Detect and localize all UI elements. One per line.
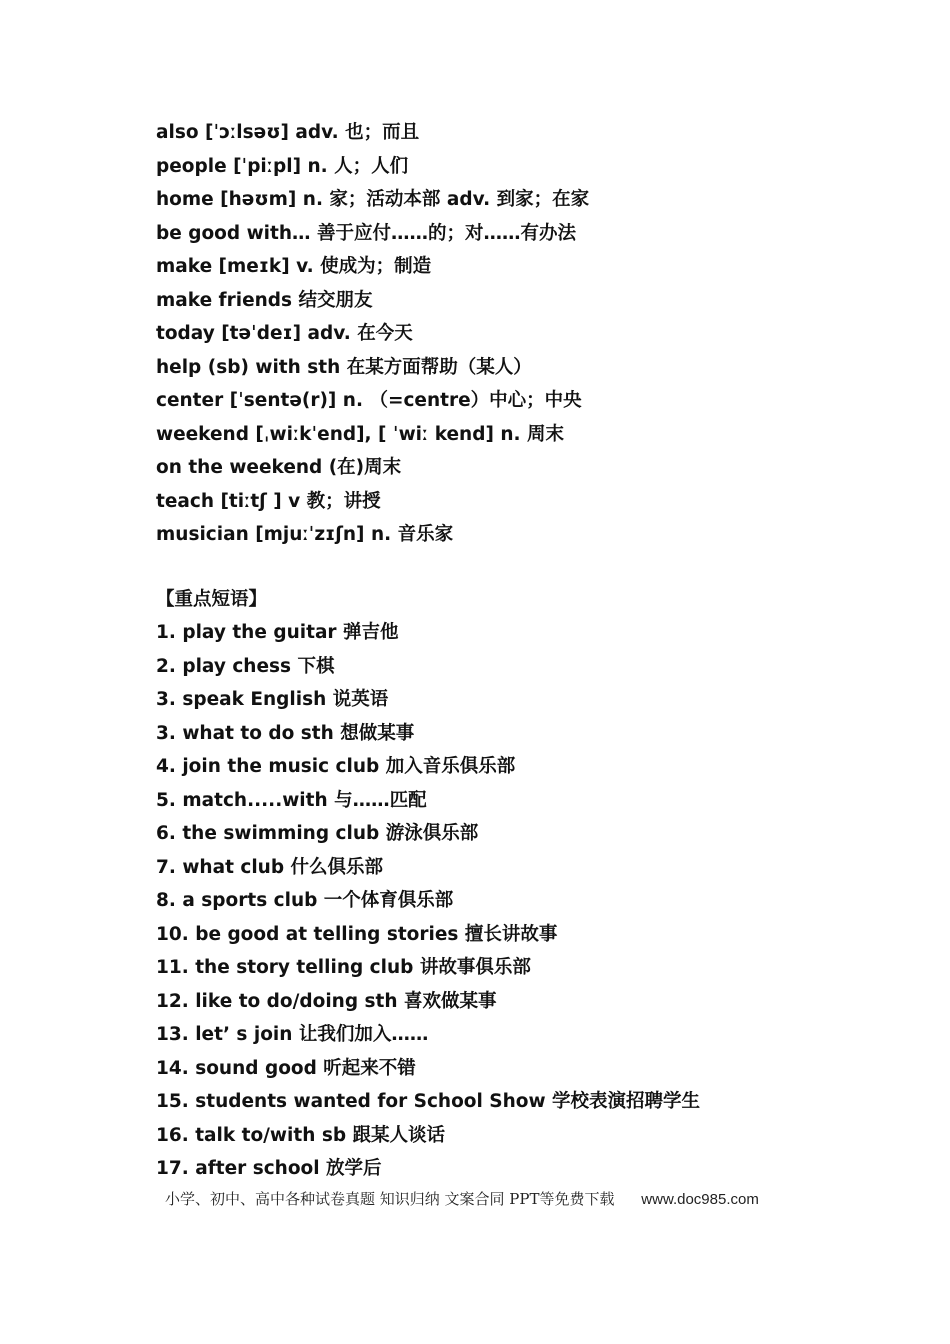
phrase-line: 1. play the guitar 弹吉他: [156, 622, 399, 643]
vocab-line: musician [mjuːˈzɪʃn] n. 音乐家: [156, 524, 454, 545]
phrase-line: 3. speak English 说英语: [156, 689, 389, 710]
vocab-line: help (sb) with sth 在某方面帮助（某人）: [156, 356, 532, 378]
page-footer: [165, 1188, 865, 1209]
phrase-line: 16. talk to/with sb 跟某人谈话: [156, 1124, 446, 1146]
phrase-line: 8. a sports club 一个体育俱乐部: [156, 890, 454, 911]
page-content: [156, 116, 876, 1186]
vocab-line: be good with… 善于应付……的；对……有办法: [156, 222, 576, 244]
vocab-line: people [ˈpiːpl] n. 人；人们: [156, 155, 409, 177]
phrase-line: 2. play chess 下棋: [156, 655, 335, 677]
phrase-line: 14. sound good 听起来不错: [156, 1057, 416, 1079]
phrase-line: 4. join the music club 加入音乐俱乐部: [156, 756, 516, 777]
vocab-line: today [təˈdeɪ] adv. 在今天: [156, 323, 413, 344]
vocab-line: on the weekend (在)周末: [156, 457, 402, 478]
vocab-line: center [ˈsentə(r)] n. （=centre）中心；中央: [156, 390, 582, 411]
phrase-line: 5. match.....with 与……匹配: [156, 789, 427, 811]
footer-text: 小学、初中、高中各种试卷真题 知识归纳 文案合同 PPT等免费下载: [165, 1190, 615, 1208]
phrases-heading: 【重点短语】: [156, 588, 268, 610]
section-spacer: [156, 552, 876, 583]
phrase-line: 3. what to do sth 想做某事: [156, 722, 415, 744]
phrase-line: 13. let’ s join 让我们加入……: [156, 1024, 429, 1045]
vocab-line: home [həʊm] n. 家；活动本部 adv. 到家；在家: [156, 189, 590, 210]
footer-url[interactable]: www.doc985.com: [641, 1191, 759, 1208]
vocab-line: teach [tiːtʃ ] v 教；讲授: [156, 490, 381, 512]
vocabulary-list: [156, 116, 876, 552]
phrase-line: 12. like to do/doing sth 喜欢做某事: [156, 990, 497, 1012]
vocab-line: make friends 结交朋友: [156, 289, 373, 311]
phrase-line: 17. after school 放学后: [156, 1158, 382, 1179]
vocab-line: make [meɪk] v. 使成为；制造: [156, 256, 432, 277]
phrase-line: 15. students wanted for School Show 学校表演招聘学生: [156, 1091, 701, 1112]
vocab-line: weekend [ˌwiːkˈend], [ ˈwiː kend] n. 周末: [156, 423, 564, 445]
vocab-line: also [ˈɔːlsəʊ] adv. 也；而且: [156, 122, 420, 143]
phrase-line: 10. be good at telling stories 擅长讲故事: [156, 923, 558, 945]
phrase-line: 7. what club 什么俱乐部: [156, 856, 384, 878]
phrase-line: 6. the swimming club 游泳俱乐部: [156, 823, 479, 844]
phrase-line: 11. the story telling club 讲故事俱乐部: [156, 957, 531, 978]
phrases-list: [156, 616, 876, 1186]
